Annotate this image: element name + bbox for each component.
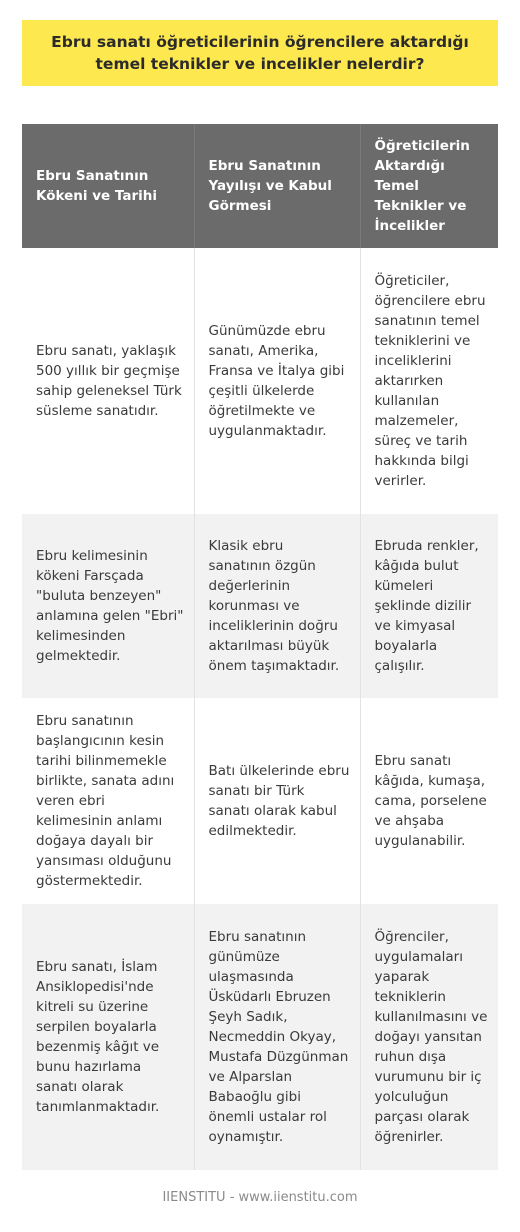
table-cell: Günümüzde ebru sanatı, Amerika, Fransa ve İtalya gibi çeşitli ülkelerde öğretilmekte ve uygulanmaktadır. — [194, 248, 360, 514]
table-row — [22, 698, 498, 904]
table-cell: Öğreticiler, öğrencilere ebru sanatının temel tekniklerini ve inceliklerini aktarırken kullanılan malzemeler, süreç ve tarih hakkında bilgi verirler. — [360, 248, 498, 514]
title-banner — [22, 20, 498, 86]
table-cell: Ebru sanatı, İslam Ansiklopedisi'nde kitreli su üzerine serpilen boyalarla bezenmiş kâğıt ve bunu hazırlama sanatı olarak tanımlanmaktadır. — [22, 904, 194, 1170]
table-header-row — [22, 124, 498, 248]
table-cell: Ebru sanatı, yaklaşık 500 yıllık bir geçmişe sahip geleneksel Türk süsleme sanatıdır. — [22, 248, 194, 514]
table-cell: Ebru sanatının günümüze ulaşmasında Üsküdarlı Ebruzen Şeyh Sadık, Necmeddin Okyay, Mustafa Düzgünman ve Alparslan Babaoğlu gibi önemli ustalar rol oynamıştır. — [194, 904, 360, 1170]
page-title: Ebru sanatı öğreticilerinin öğrencilere aktardığı temel teknikler ve incelikler nelerdir? — [51, 33, 469, 73]
table-cell: Ebru sanatı kâğıda, kumaşa, cama, porselene ve ahşaba uygulanabilir. — [360, 698, 498, 904]
table-header-cell: Ebru Sanatının Yayılışı ve Kabul Görmesi — [194, 124, 360, 248]
table-cell: Batı ülkelerinde ebru sanatı bir Türk sanatı olarak kabul edilmektedir. — [194, 698, 360, 904]
table-cell: Ebru kelimesinin kökeni Farsçada "buluta benzeyen" anlamına gelen "Ebri" kelimesinden gelmektedir. — [22, 514, 194, 698]
table-row — [22, 514, 498, 698]
table-row — [22, 904, 498, 1170]
table-cell: Öğrenciler, uygulamaları yaparak tekniklerin kullanılmasını ve doğayı yansıtan ruhun dışa vurumunu bir iç yolculuğun parçası olarak öğrenirler. — [360, 904, 498, 1170]
comparison-table — [22, 124, 498, 1170]
footer-credit: IIENSTITU - www.iienstitu.com — [162, 1190, 358, 1205]
table-cell: Klasik ebru sanatının özgün değerlerinin korunması ve inceliklerinin doğru aktarılması büyük önem taşımaktadır. — [194, 514, 360, 698]
table-cell: Ebruda renkler, kâğıda bulut kümeleri şeklinde dizilir ve kimyasal boyalarla çalışılır. — [360, 514, 498, 698]
table-header-cell: Öğreticilerin Aktardığı Temel Teknikler ve İncelikler — [360, 124, 498, 248]
table-header-cell: Ebru Sanatının Kökeni ve Tarihi — [22, 124, 194, 248]
table-row — [22, 248, 498, 514]
table-cell: Ebru sanatının başlangıcının kesin tarihi bilinmemekle birlikte, sanata adını veren ebri kelimesinin anlamı doğaya dayalı bir yansıması olduğunu göstermektedir. — [22, 698, 194, 904]
